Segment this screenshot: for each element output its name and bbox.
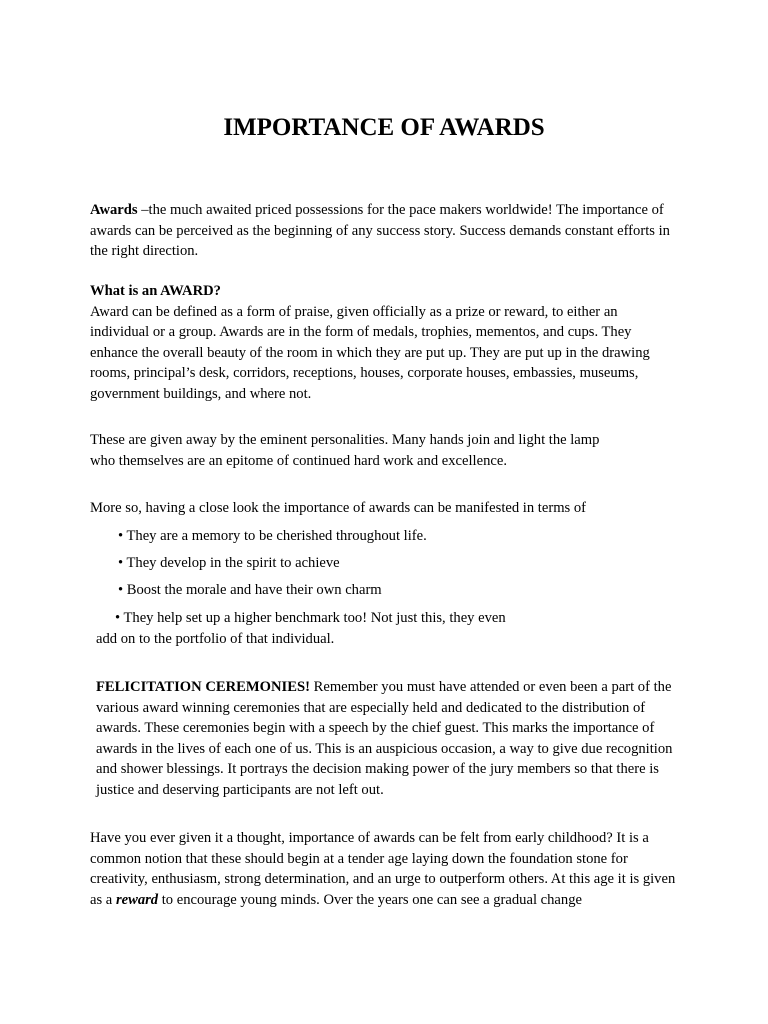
bullet-item: • They are a memory to be cherished throughout life. — [118, 528, 427, 544]
eminent-paragraph — [90, 430, 680, 471]
reward-emphasis: reward — [115, 891, 159, 908]
eminent-line-1: These are given away by the eminent personalities. Many hands join and light the lamp — [90, 432, 600, 448]
intro-text: –the much awaited priced possessions for the pace makers worldwide! The importance of awards can be perceived as the beginning of any success story. Success demands constant efforts in the right direction. — [90, 202, 670, 259]
intro-paragraph — [90, 200, 680, 262]
manifest-intro: More so, having a close look the importance of awards can be manifested in terms of — [90, 500, 587, 516]
what-is-award-text: Award can be defined as a form of praise, given officially as a prize or reward, to either an individual or a group. Awards are in the form of medals, trophies, mementos, and cups. They enhance the overall beauty of the room in which they are put up. They are put up in the drawing rooms, principal’s desk, corridors, receptions, houses, corporate houses, embassies, museums, government buildings, and where not. — [90, 303, 650, 402]
bullet-item: • They develop in the spirit to achieve — [118, 555, 340, 571]
childhood-paragraph — [90, 828, 680, 910]
bullet-line-2: add on to the portfolio of that individual. — [96, 630, 335, 647]
bullet-item-multiline — [96, 608, 506, 649]
childhood-text-after: to encourage young minds. Over the years one can see a gradual change — [158, 891, 582, 908]
felicitation-heading: FELICITATION CEREMONIES! — [96, 679, 310, 695]
page-title: IMPORTANCE OF AWARDS — [223, 114, 545, 141]
what-is-award-heading: What is an AWARD? — [90, 283, 221, 299]
felicitation-text: Remember you must have attended or even been a part of the various award winning ceremonies that are especially held and dedicated to the distribution of awards. These ceremonies begin with a speech by the chief guest. This marks the importance of awards in the lives of each one of us. This is an auspicious occasion, a way to give due recognition and shower blessings. It portrays the decision making power of the jury members so that there is justice and deserving participants are not left out. — [96, 679, 673, 798]
eminent-line-2: who themselves are an epitome of continued hard work and excellence. — [90, 452, 507, 469]
bullet-item: • Boost the morale and have their own charm — [118, 582, 382, 598]
intro-term: Awards — [90, 202, 138, 218]
what-is-award-paragraph — [90, 281, 680, 404]
childhood-text-before: Have you ever given it a thought, importance of awards can be felt from early childhood? It is a common notion that these should begin at a tender age laying down the foundation stone for creativity, enthusiasm, strong determination, and an urge to outperform others. At this age it is given as a — [90, 830, 676, 908]
felicitation-paragraph — [96, 677, 680, 800]
bullet-line-1: • They help set up a higher benchmark too! Not just this, they even — [115, 610, 506, 626]
